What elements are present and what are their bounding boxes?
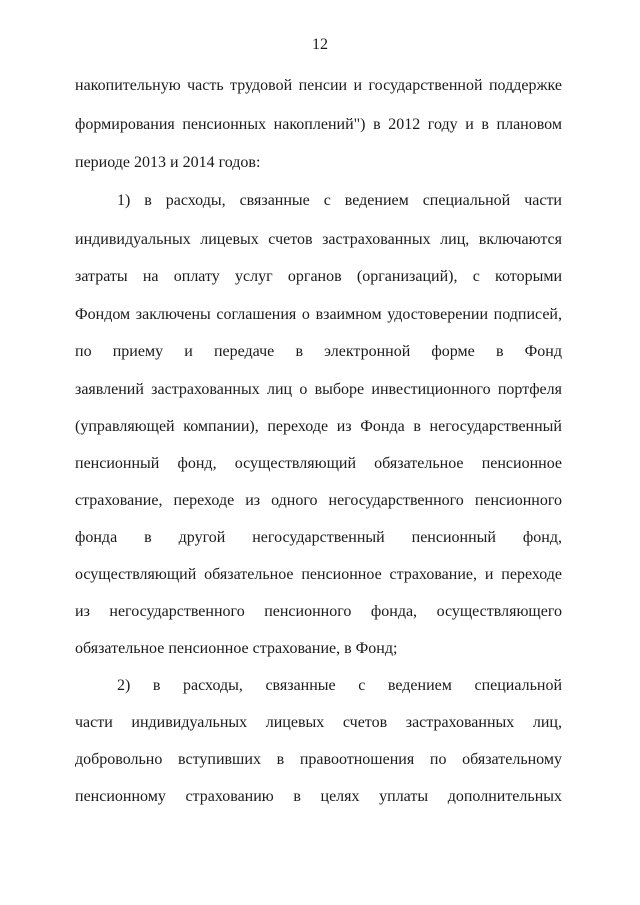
- text-line: добровольно вступивших в правоотношения по обязательному: [75, 751, 562, 768]
- text-line: по приему и передаче в электронной форме в Фонд: [75, 343, 562, 360]
- text-line: страхование, переходе из одного негосударственного пенсионного: [75, 492, 562, 509]
- text-line: пенсионный фонд, осуществляющий обязательное пенсионное: [75, 455, 562, 472]
- text-line: заявлений застрахованных лиц о выборе инвестиционного портфеля: [75, 381, 562, 398]
- text-line: пенсионному страхованию в целях уплаты дополнительных: [75, 788, 562, 805]
- text-line: части индивидуальных лицевых счетов застрахованных лиц,: [75, 714, 562, 731]
- text-line: Фондом заключены соглашения о взаимном удостоверении подписей,: [75, 306, 562, 323]
- text-line: (управляющей компании), переходе из Фонда в негосударственный: [75, 418, 562, 435]
- text-line: обязательное пенсионное страхование, в Фонд;: [75, 640, 398, 657]
- text-line: 2) в расходы, связанные с ведением специальной: [117, 677, 562, 694]
- page-number: 12: [312, 36, 328, 53]
- text-line: индивидуальных лицевых счетов застрахованных лиц, включаются: [75, 231, 562, 248]
- text-line: из негосударственного пенсионного фонда, осуществляющего: [75, 603, 562, 620]
- text-line: затраты на оплату услуг органов (организаций), с которыми: [75, 268, 562, 285]
- text-line: периоде 2013 и 2014 годов:: [75, 154, 261, 171]
- text-line: 1) в расходы, связанные с ведением специальной части: [117, 192, 562, 209]
- text-line: накопительную часть трудовой пенсии и государственной поддержке: [75, 77, 562, 94]
- text-line: осуществляющий обязательное пенсионное страхование, и переходе: [75, 566, 562, 583]
- text-line: фонда в другой негосударственный пенсионный фонд,: [75, 529, 562, 546]
- text-line: формирования пенсионных накоплений") в 2012 году и в плановом: [75, 116, 562, 133]
